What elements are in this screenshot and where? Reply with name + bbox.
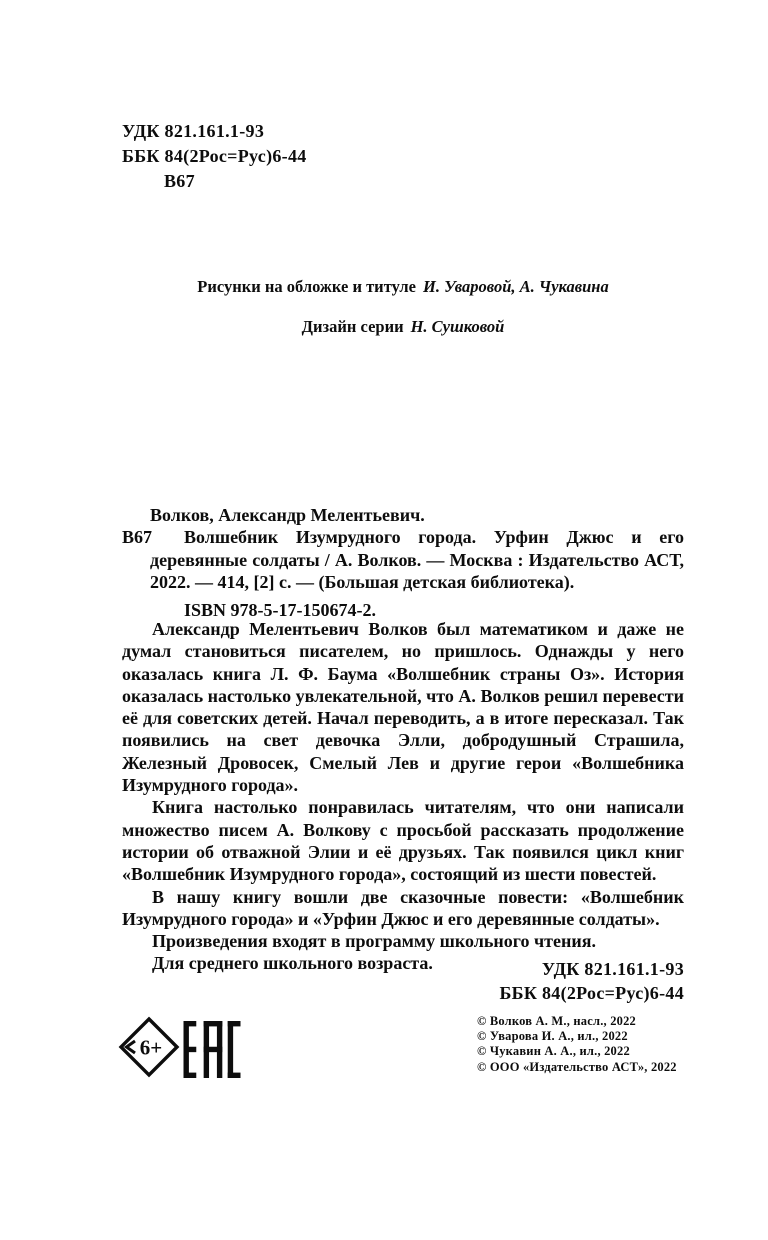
cover-art-credit	[122, 277, 684, 297]
cover-art-credit-label: Рисунки на обложке и титуле	[197, 277, 416, 296]
catalog-author-sign: В67	[122, 527, 153, 548]
eac-mark	[183, 1021, 241, 1083]
age-rating-diamond-icon	[118, 1016, 180, 1078]
age-rating-label: 6+	[139, 1035, 163, 1060]
author-sign: В67	[164, 171, 195, 191]
catalog-description-row	[122, 526, 684, 593]
series-design-credit	[122, 317, 684, 337]
eac-mark-icon	[183, 1021, 241, 1078]
catalog-entry	[122, 504, 684, 621]
copyright-line: © Уварова И. А., ил., 2022	[477, 1029, 628, 1044]
isbn: ISBN 978-5-17-150674-2.	[184, 600, 376, 621]
bbk-code-bottom: ББК 84(2Рос=Рус)6-44	[499, 983, 684, 1003]
bbk-code: ББК 84(2Рос=Рус)6-44	[122, 146, 307, 166]
bottom-classification-codes	[122, 957, 684, 1005]
age-audience-note: Для среднего школьного возраста.	[152, 953, 433, 974]
udk-code-bottom: УДК 821.161.1-93	[541, 959, 684, 979]
credits-block	[122, 277, 684, 337]
catalog-author-heading: Волков, Александр Мелентьевич.	[150, 505, 425, 525]
annotation-block	[122, 618, 684, 975]
udk-code: УДК 821.161.1-93	[122, 121, 265, 141]
top-classification-codes	[122, 119, 307, 194]
annotation-paragraph: Книга настолько понравилась читателям, что они написали множество писем А. Волкову с просьбой рассказать продолжение истории об отважной Элии и её друзьях. Так появился цикл книг «Волшебник Изумрудного города», состоящий из шести повестей.	[122, 797, 684, 885]
catalog-description: Волшебник Изумрудного города. Урфин Джюс и его деревянные солдаты / А. Волков. — Москва : Издательство АСТ, 2022. — 414, [2] с. — (Большая детская библиотека).	[150, 527, 684, 592]
age-rating-mark	[118, 1016, 180, 1083]
annotation-paragraph: Александр Мелентьевич Волков был математиком и даже не думал становиться писателем, но пришлось. Однажды у него оказалась книга Л. Ф. Баума «Волшебник страны Оз». История оказалась настолько увлекательной, что А. Волков решил перевести её для советских детей. Начал переводить, а в итоге пересказал. Так появились на свет девочка Элли, добродушный Страшила, Железный Дровосек, Смелый Лев и другие герои «Волшебника Изумрудного города».	[122, 619, 684, 796]
annotation-paragraph: В нашу книгу вошли две сказочные повести: «Волшебник Изумрудного города» и «Урфин Джюс и его деревянные солдаты».	[122, 886, 684, 929]
copyright-line: © Волков А. М., насл., 2022	[477, 1014, 636, 1028]
copyright-block	[477, 1014, 677, 1075]
series-design-credit-names: Н. Сушковой	[410, 317, 505, 336]
series-design-credit-label: Дизайн серии	[301, 317, 404, 336]
cover-art-credit-names: И. Уваровой, А. Чукавина	[423, 277, 609, 296]
copyright-line: © ООО «Издательство АСТ», 2022	[477, 1059, 677, 1074]
copyright-line: © Чукавин А. А., ил., 2022	[477, 1044, 630, 1059]
school-reading-note: Произведения входят в программу школьного чтения.	[152, 931, 596, 952]
